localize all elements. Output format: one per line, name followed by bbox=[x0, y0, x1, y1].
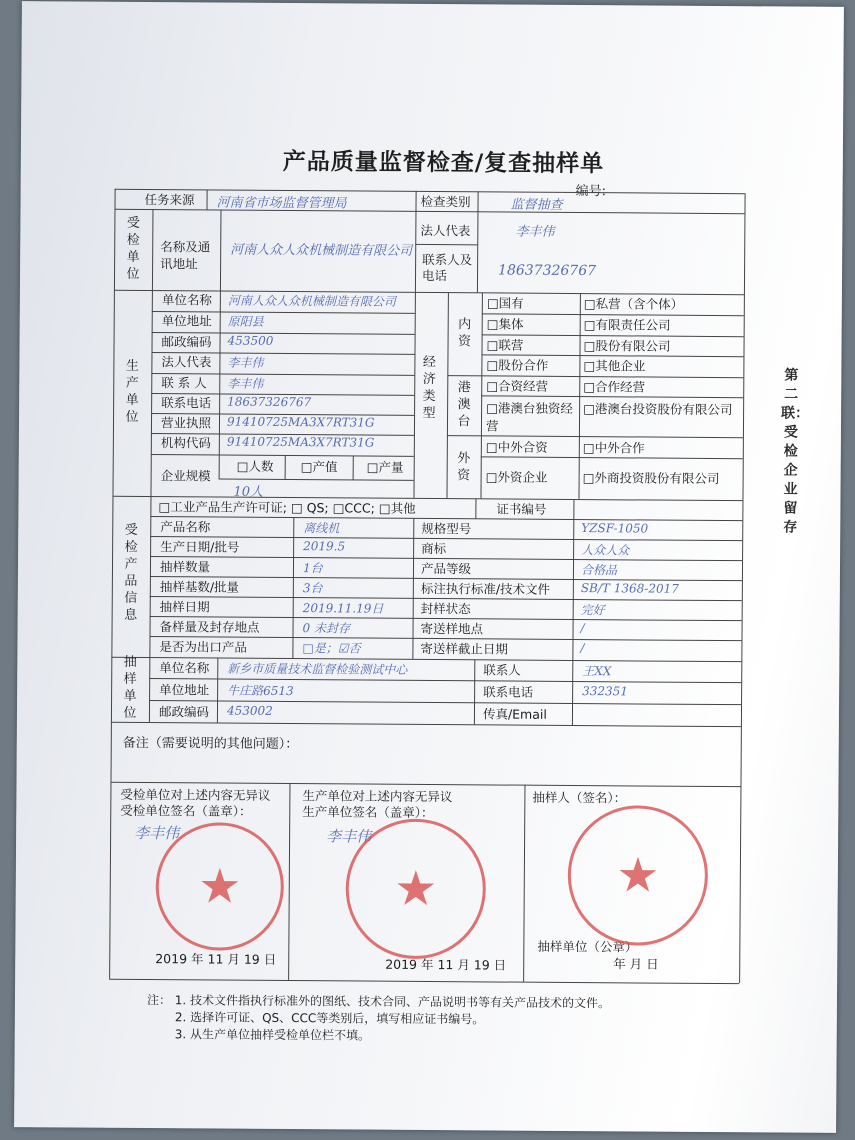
hk-mo-tw-label: 港澳台 bbox=[457, 380, 471, 430]
form-title: 产品质量监督检查/复查抽样单 bbox=[282, 148, 605, 178]
domestic-label: 内资 bbox=[458, 317, 472, 350]
product-field-value: / bbox=[580, 641, 585, 656]
sampler-field-value: 453002 bbox=[226, 703, 273, 718]
serial-label bbox=[576, 180, 607, 199]
copy-note: 第二联：受检企业留存 bbox=[781, 367, 810, 536]
check-type-value: 监督抽查 bbox=[510, 197, 563, 213]
sig3-date: 年 月 日 bbox=[613, 956, 659, 972]
check-type-label: 检查类别 bbox=[420, 193, 471, 210]
sampler-field-value: 新乡市质量技术监督检验测试中心 bbox=[227, 661, 408, 677]
remarks-label: 备注（需要说明的其他问题）： bbox=[122, 735, 299, 753]
sampler-field-label: 单位地址 bbox=[159, 682, 210, 698]
note-1: 注： 1. 技术文件指执行标准外的图纸、技术合同、产品说明书等有关产品技术的文件。 bbox=[146, 993, 611, 1011]
econ-joint[interactable]: □联营 bbox=[486, 337, 524, 353]
producer-field-value: 91410725MA3X7RT31G bbox=[226, 434, 375, 450]
scale-option-output[interactable]: □产量 bbox=[366, 459, 404, 475]
star-icon: ★ bbox=[616, 847, 660, 904]
producer-field-label: 法人代表 bbox=[161, 354, 212, 370]
sampler-stamp bbox=[567, 805, 708, 946]
econ-llc[interactable]: □有限责任公司 bbox=[583, 317, 671, 333]
econ-private[interactable]: □私营（含个体） bbox=[583, 296, 684, 312]
note-2: 2. 选择许可证、QS、CCC等类别后，填写相应证书编号。 bbox=[174, 1010, 485, 1027]
producer-field-value: 李丰伟 bbox=[227, 355, 264, 370]
econ-stock-coop[interactable]: □股份合作 bbox=[486, 357, 549, 373]
producer-field-label: 邮政编码 bbox=[161, 334, 212, 350]
foreign-label: 外资 bbox=[457, 451, 471, 484]
scale-label: 企业规模 bbox=[160, 468, 211, 484]
product-field-label: 生产日期/批号 bbox=[160, 539, 240, 555]
sampler-field-value: 牛庄路6513 bbox=[227, 683, 294, 699]
cert-no-label: 证书编号 bbox=[496, 501, 547, 517]
scale-option-output-value[interactable]: □产值 bbox=[300, 459, 338, 475]
product-field-label: 备样量及封存地点 bbox=[159, 619, 260, 635]
econ-other[interactable]: □其他企业 bbox=[583, 358, 646, 374]
product-field-value: / bbox=[580, 621, 585, 636]
product-field-label: 寄送样地点 bbox=[420, 620, 484, 637]
sampler-field-label: 联系人 bbox=[483, 662, 521, 678]
producer-field-label: 营业执照 bbox=[160, 415, 212, 431]
product-field-value: □是；☑否 bbox=[302, 641, 361, 656]
econ-stock[interactable]: □股份有限公司 bbox=[583, 338, 671, 354]
sig2-line1: 生产单位对上述内容无异议 bbox=[302, 788, 453, 805]
product-field-value: 离线机 bbox=[303, 521, 340, 536]
product-field-value: 完好 bbox=[580, 603, 605, 618]
producer-stamp bbox=[345, 818, 486, 959]
producer-field-value: 18637326767 bbox=[227, 394, 312, 410]
sampler-field-label: 邮政编码 bbox=[158, 704, 210, 720]
producer-section-label: 生产单位 bbox=[125, 358, 139, 425]
producer-field-value: 李丰伟 bbox=[227, 376, 264, 391]
task-source-label: 任务来源 bbox=[144, 192, 195, 208]
sig2-date: 2019 年 11 月 19 日 bbox=[385, 956, 507, 973]
producer-field-label: 联系电话 bbox=[161, 395, 212, 411]
sig1-date: 2019 年 11 月 19 日 bbox=[155, 951, 277, 967]
scale-option-people[interactable]: □人数 bbox=[236, 458, 274, 474]
product-field-value: 2019.5 bbox=[303, 539, 346, 554]
product-field-value: SB/T 1368-2017 bbox=[580, 581, 679, 596]
econ-sino-coop[interactable]: □中外合作 bbox=[582, 440, 645, 456]
product-field-value: 合格品 bbox=[580, 563, 618, 578]
product-field-label: 抽样基数/批量 bbox=[159, 579, 240, 595]
inspected-unit-section-label: 受检单位 bbox=[126, 215, 140, 282]
form-paper bbox=[14, 1, 844, 1133]
footnotes bbox=[147, 992, 610, 1046]
econ-foreign[interactable]: □外资企业 bbox=[485, 469, 548, 485]
product-field-label: 产品名称 bbox=[160, 519, 211, 535]
star-icon: ★ bbox=[198, 858, 242, 915]
product-field-label: 是否为出口产品 bbox=[159, 639, 248, 655]
note-3: 3. 从生产单位抽样受检单位栏不填。 bbox=[174, 1027, 371, 1043]
sampler-field-label: 单位名称 bbox=[159, 660, 210, 676]
economy-type-label: 经济类型 bbox=[422, 354, 436, 422]
sampler-field-value: 王XX bbox=[582, 664, 612, 679]
product-field-value: YZSF-1050 bbox=[581, 521, 649, 536]
econ-foreign-stock[interactable]: □外商投资股份有限公司 bbox=[582, 470, 720, 487]
name-addr-value: 河南人众人众机械制造有限公司 bbox=[230, 242, 413, 259]
sig1-line1: 受检单位对上述内容无异议 bbox=[120, 786, 271, 803]
product-field-value: 1台 bbox=[302, 561, 323, 576]
product-field-label: 抽样数量 bbox=[159, 559, 211, 575]
sampler-field-value: 332351 bbox=[582, 684, 628, 699]
sig2-signature: 李丰伟 bbox=[326, 827, 372, 846]
producer-field-label: 单位名称 bbox=[161, 292, 212, 308]
license-options[interactable]: □工业产品生产许可证; □ QS; □CCC; □其他 bbox=[158, 499, 416, 516]
econ-hk-coop[interactable]: □合作经营 bbox=[583, 379, 646, 395]
producer-field-value: 91410725MA3X7RT31G bbox=[226, 414, 375, 430]
producer-field-label: 机构代码 bbox=[160, 435, 211, 451]
producer-field-label: 联 系 人 bbox=[161, 375, 207, 391]
sig3-unit: 抽样单位（公章） bbox=[537, 938, 638, 955]
legal-rep-value: 李丰伟 bbox=[515, 224, 555, 240]
product-field-value: 3台 bbox=[302, 581, 323, 596]
sampler-field-label: 联系电话 bbox=[483, 684, 534, 700]
producer-field-value: 河南人众人众机械制造有限公司 bbox=[227, 293, 396, 309]
sig2-line2: 生产单位签名（盖章）： bbox=[302, 804, 434, 821]
legal-rep-label: 法人代表 bbox=[420, 222, 471, 239]
task-source-value: 河南省市场监督管理局 bbox=[216, 195, 347, 212]
product-field-label: 寄送样截止日期 bbox=[420, 640, 508, 657]
product-field-value: 2019.11.19日 bbox=[302, 601, 384, 616]
contact-value: 18637326767 bbox=[498, 262, 597, 280]
product-field-label: 标注执行标准/技术文件 bbox=[420, 580, 551, 597]
sig1-line2: 受检单位签名（盖章）： bbox=[120, 802, 252, 819]
econ-collective[interactable]: □集体 bbox=[486, 316, 524, 332]
econ-state-owned[interactable]: □国有 bbox=[486, 295, 524, 311]
econ-hk-jv[interactable]: □合资经营 bbox=[486, 378, 549, 394]
producer-field-label: 单位地址 bbox=[161, 313, 212, 329]
product-field-value: 人众人众 bbox=[581, 543, 630, 558]
producer-field-value: 453500 bbox=[227, 333, 274, 348]
inspected-unit-stamp bbox=[155, 822, 284, 951]
econ-sino-jv[interactable]: □中外合资 bbox=[485, 439, 548, 455]
contact-label: 联系人及电话 bbox=[421, 251, 473, 284]
econ-hk-sole[interactable]: □港澳台独资经营 bbox=[485, 400, 573, 434]
product-section-label: 受检产品信息 bbox=[124, 522, 138, 623]
product-field-label: 封样状态 bbox=[420, 600, 471, 617]
product-field-value: 0 未封存 bbox=[302, 621, 351, 636]
econ-hk-stock[interactable]: □港澳台投资股份有限公司 bbox=[583, 401, 733, 418]
product-field-label: 产品等级 bbox=[420, 560, 472, 577]
name-addr-label: 名称及通讯地址 bbox=[160, 239, 211, 272]
product-field-label: 抽样日期 bbox=[159, 599, 210, 615]
sampler-field-label: 传真/Email bbox=[482, 706, 547, 722]
product-field-label: 规格型号 bbox=[421, 520, 472, 537]
star-icon: ★ bbox=[394, 860, 438, 918]
product-field-label: 商标 bbox=[421, 540, 447, 557]
scale-value: 10人 bbox=[233, 484, 264, 500]
producer-field-value: 原阳县 bbox=[227, 314, 264, 329]
sig3-line1: 抽样人（签名）： bbox=[532, 789, 627, 806]
form-grid bbox=[22, 1, 844, 7]
sig1-signature: 李丰伟 bbox=[134, 823, 180, 843]
sampler-section-label: 抽样单位 bbox=[123, 654, 137, 721]
